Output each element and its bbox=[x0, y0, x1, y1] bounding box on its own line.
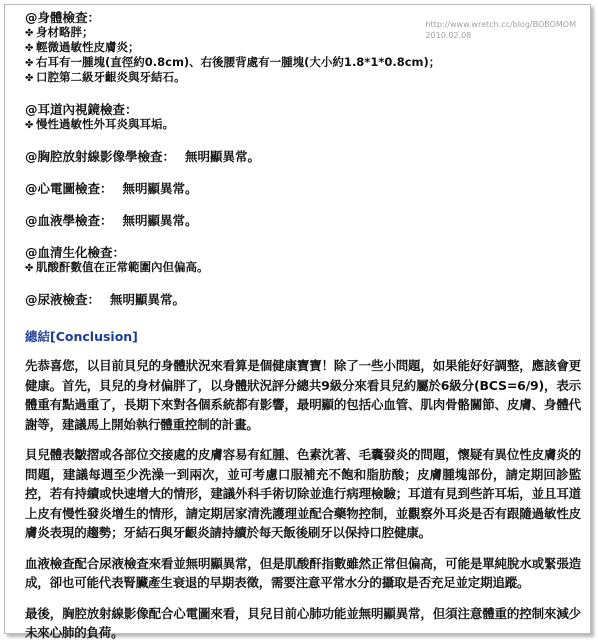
section-result: 無明顯異常。 bbox=[122, 181, 198, 196]
section-result: 無明顯異常。 bbox=[185, 149, 261, 164]
section-title-hematology: @血液學檢查： 無明顯異常。 bbox=[25, 213, 198, 228]
list-item: ✤ 身材略胖； bbox=[25, 25, 94, 39]
watermark-date: 2010.02.08 bbox=[425, 31, 472, 40]
section-result: 無明顯異常。 bbox=[110, 292, 186, 307]
bullet-icon: ✤ bbox=[25, 28, 34, 39]
document-page bbox=[4, 4, 591, 640]
list-item: ✤ 慢性過敏性外耳炎與耳垢。 bbox=[25, 117, 174, 131]
exam-report bbox=[25, 10, 583, 643]
bullet-icon: ✤ bbox=[25, 263, 34, 274]
watermark-url: http://www.wretch.cc/blog/BOBOMOM bbox=[425, 20, 576, 29]
section-title-urinalysis: @尿液檢查： 無明顯異常。 bbox=[25, 292, 186, 307]
list-item: ✤ 輕微過敏性皮膚炎； bbox=[25, 40, 140, 54]
section-result: 無明顯異常。 bbox=[122, 213, 198, 228]
conclusion-paragraph: 血液檢查配合尿液檢查來看並無明顯異常，但是肌酸酐指數雖然正常但偏高，可能是單純脫水或緊張造成，卻也可能代表腎臟產生衰退的早期表徵，需要注意平常水分的攝取是否充足並定期追蹤。 bbox=[25, 555, 581, 590]
conclusion-paragraph: 最後，胸腔放射線影像配合心電圖來看，貝兒目前心肺功能並無明顯異常，但須注意體重的控制來減少未來心肺的負荷。 bbox=[25, 605, 581, 640]
section-title-physical-exam: @身體檢查： bbox=[25, 10, 101, 25]
section-title-serum-biochemistry: @血清生化檢查： bbox=[25, 245, 126, 260]
conclusion-paragraph: 貝兒體表皺摺或各部位交接處的皮膚容易有紅腫、色素沈著、毛囊發炎的問題，懷疑有異位性皮膚炎的問題，建議每週至少洗澡一到兩次，並可考慮口服補充不飽和脂肪酸；皮膚腫塊部份，請定期回診監控，若有持續或快速增大的情形，建議外科手術切除並進行病理檢驗；耳道有見到些許耳垢，並且耳道上皮有慢性發炎增生的情形，請定期居家清洗護理並配合藥物控制，並觀察外耳炎是否有跟隨過敏性皮膚炎表現的趨勢；牙結石與牙齦炎請持續於每天飯後刷牙以保持口腔健康。 bbox=[25, 447, 581, 540]
section-title-ear-endoscopy: @耳道內視鏡檢查： bbox=[25, 102, 138, 117]
bullet-icon: ✤ bbox=[25, 58, 34, 69]
section-title-chest-xray: @胸腔放射線影像學檢查： 無明顯異常。 bbox=[25, 149, 261, 164]
bullet-icon: ✤ bbox=[25, 73, 34, 84]
section-title-ecg: @心電圖檢查： 無明顯異常。 bbox=[25, 181, 198, 196]
bullet-icon: ✤ bbox=[25, 120, 34, 131]
list-item: ✤ 口腔第二級牙齦炎與牙結石。 bbox=[25, 70, 186, 84]
list-item: ✤ 肌酸酐數值在正常範圍內但偏高。 bbox=[25, 260, 209, 274]
conclusion-heading: 總結[Conclusion] bbox=[25, 329, 138, 344]
conclusion-paragraph: 先恭喜您，以目前貝兒的身體狀況來看算是個健康寶寶！除了一些小問題，如果能好好調整，應該會更健康。首先，貝兒的身材偏胖了，以身體狀況評分總共9級分來看貝兒約屬於6級分(BCS=6/9)，表示體重有點過重了，長期下來對各個系統都有影響，最明顯的包括心血管、肌肉骨骼關節、皮膚、身體代謝等，建議馬上開始執行體重控制的計畫。 bbox=[25, 358, 581, 432]
list-item: ✤ 右耳有一腫塊(直徑約0.8cm)、右後腰背處有一腫塊(大小約1.8*1*0.8cm)； bbox=[25, 55, 441, 69]
bullet-icon: ✤ bbox=[25, 43, 34, 54]
